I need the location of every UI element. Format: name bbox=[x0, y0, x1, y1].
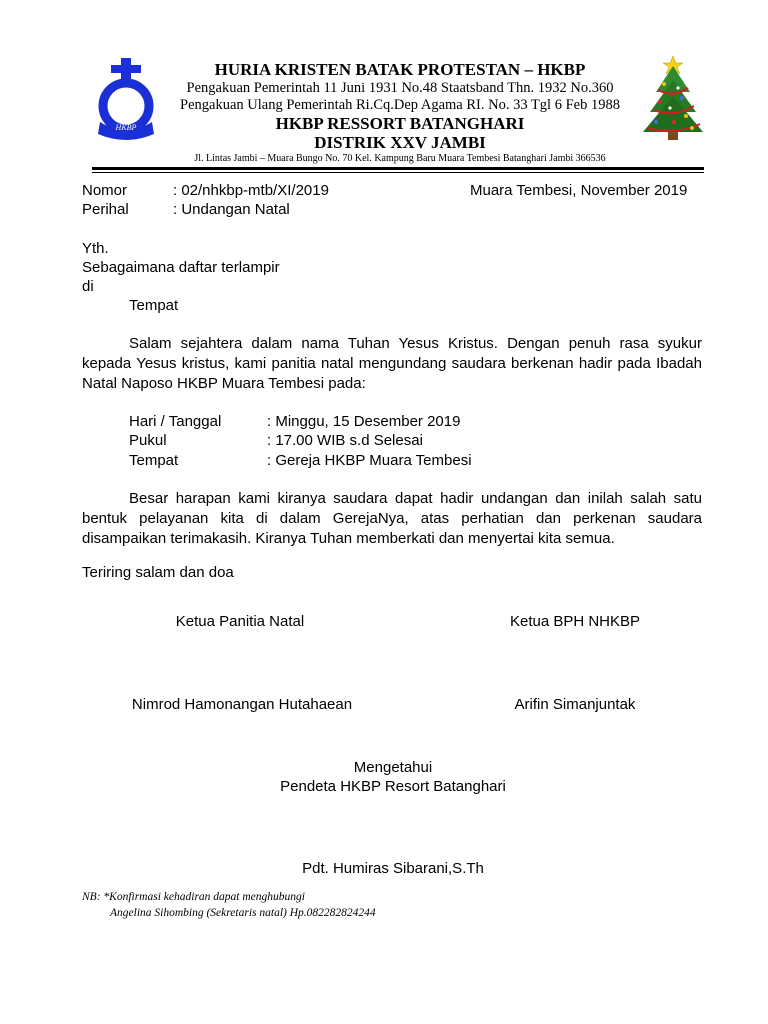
perihal-label: Perihal bbox=[82, 201, 129, 218]
recipient-line-3: Tempat bbox=[129, 297, 179, 314]
signature-right-name: Arifin Simanjuntak bbox=[514, 696, 636, 713]
detail-label-time: Pukul bbox=[129, 432, 167, 449]
distrik-name: DISTRIK XXV JAMBI bbox=[314, 133, 486, 152]
body-paragraph-1: Salam sejahtera dalam nama Tuhan Yesus Kristus. Dengan penuh rasa syukur kepada Yesus kristus, kami panitia natal mengundang saudara berkenan hadir pada Ibadah Natal Naposo HKBP Muara Tembesi pada: bbox=[82, 335, 702, 392]
acknowledge-label: Mengetahui bbox=[353, 759, 433, 776]
pastor-name: Pdt. Humiras Sibarani,S.Th bbox=[302, 860, 484, 877]
signature-left-title: Ketua Panitia Natal bbox=[175, 613, 305, 630]
detail-label-date: Hari / Tanggal bbox=[129, 413, 222, 430]
pastor-title: Pendeta HKBP Resort Batanghari bbox=[280, 778, 506, 795]
church-address: Jl. Lintas Jambi – Muara Bungo No. 70 Kel. Kampung Baru Muara Tembesi Batanghari Jambi 366536 bbox=[194, 153, 606, 164]
recipient-line-2: di bbox=[82, 278, 94, 295]
note-line-2: Angelina Sihombing (Sekretaris natal) Hp.082282824244 bbox=[110, 907, 376, 919]
body-paragraph-2: Besar harapan kami kiranya saudara dapat hadir undangan dan inilah salah satu bentuk pelayanan kita di dalam GerejaNya, atas perhatian dan perkenan saudara disampaikan terimakasih. Kiranya Tuhan memberkati dan menyertai kita semua. bbox=[82, 490, 702, 547]
nomor-value: : 02/nhkbp-mtb/XI/2019 bbox=[173, 182, 329, 199]
place-date: Muara Tembesi, November 2019 bbox=[470, 182, 688, 199]
note-line-1: NB: *Konfirmasi kehadiran dapat menghubungi bbox=[82, 891, 305, 903]
government-recognition-2: Pengakuan Ulang Pemerintah Ri.Cq.Dep Agama RI. No. 33 Tgl 6 Feb 1988 bbox=[180, 97, 620, 113]
recipient-line-1: Sebagaimana daftar terlampir bbox=[82, 259, 280, 276]
closing-greeting: Teriring salam dan doa bbox=[82, 564, 234, 581]
signature-right-title: Ketua BPH NHKBP bbox=[509, 613, 641, 630]
logo-text: HKBP bbox=[115, 123, 137, 132]
perihal-value: : Undangan Natal bbox=[173, 201, 290, 218]
recipient-yth: Yth. bbox=[82, 240, 109, 257]
detail-value-place: : Gereja HKBP Muara Tembesi bbox=[267, 452, 472, 469]
detail-value-time: : 17.00 WIB s.d Selesai bbox=[267, 432, 423, 449]
detail-label-place: Tempat bbox=[129, 452, 179, 469]
header-divider-thick bbox=[92, 167, 704, 170]
government-recognition-1: Pengakuan Pemerintah 11 Juni 1931 No.48 Staatsband Thn. 1932 No.360 bbox=[186, 80, 614, 96]
ressort-name: HKBP RESSORT BATANGHARI bbox=[275, 114, 525, 133]
signature-left-name: Nimrod Hamonangan Hutahaean bbox=[131, 696, 353, 713]
organization-name: HURIA KRISTEN BATAK PROTESTAN – HKBP bbox=[214, 60, 586, 79]
header-divider-thin bbox=[92, 172, 704, 173]
detail-value-date: : Minggu, 15 Desember 2019 bbox=[267, 413, 461, 430]
nomor-label: Nomor bbox=[82, 182, 128, 199]
